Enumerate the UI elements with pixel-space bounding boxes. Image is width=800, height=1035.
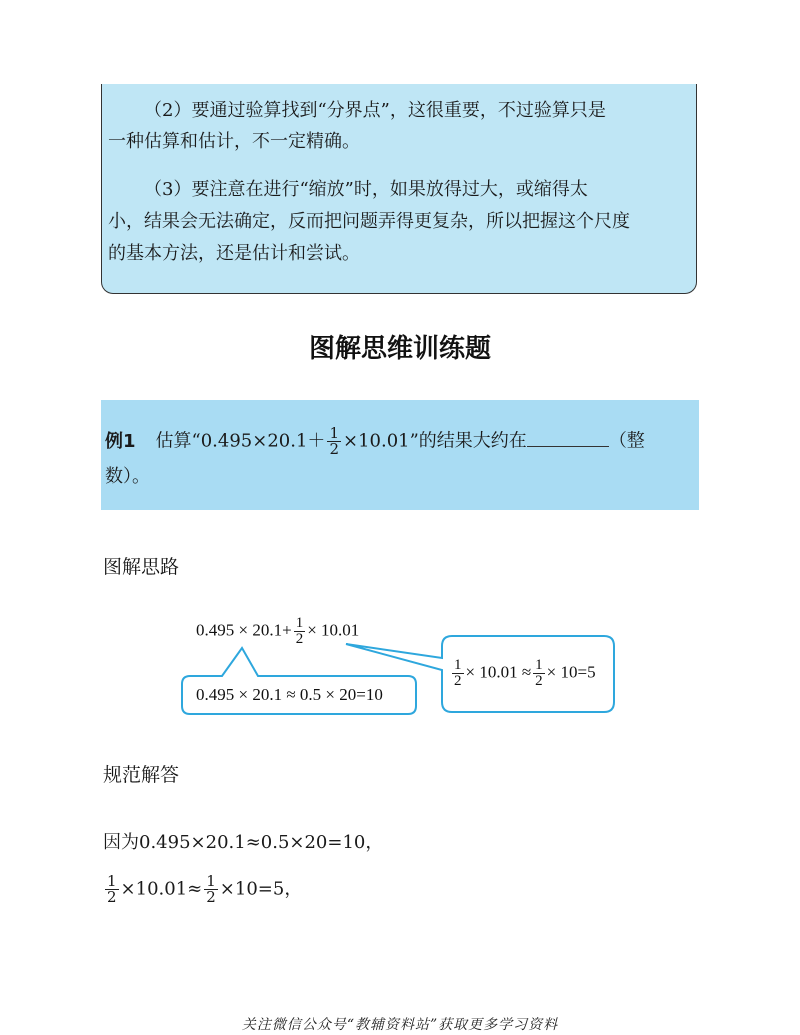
diagram-top-expression	[196, 616, 359, 647]
note-paragraph-3-line-3: 的基本方法，还是估计和尝试。	[108, 243, 360, 264]
footer-watermark: 关注微信公众号“教辅资料站”获取更多学习资料	[241, 1017, 559, 1033]
solution-fraction-1	[105, 874, 119, 905]
diagram-right-frac2-num: 1	[535, 657, 543, 673]
note-paragraph-3-line-1: （3）要注意在进行“缩放”时，如果放得过大，或缩得太	[144, 179, 588, 200]
solution-line-1: 因为0.495×20.1≈0.5×20=10，	[103, 832, 384, 853]
diagram-top-frac-num: 1	[295, 615, 304, 631]
solution-line-2	[103, 874, 302, 905]
solution-line-2-end: ×10=5，	[219, 878, 303, 900]
solution-heading: 规范解答	[103, 764, 180, 786]
section-title: 图解思维训练题	[308, 334, 491, 364]
diagram-right-frac2-den: 2	[535, 673, 543, 689]
diagram-right-box-text	[450, 658, 596, 689]
diagram-right-frac1-num: 1	[454, 657, 462, 673]
diagram-right-fraction-2	[533, 658, 545, 689]
diagram-left-box-text: 0.495 × 20.1 ≈ 0.5 × 20=10	[196, 685, 383, 704]
diagram-top-left: 0.495 × 20.1+	[196, 620, 292, 640]
diagram-top-frac-den: 2	[295, 631, 304, 647]
example-label: 例1	[105, 430, 136, 452]
diagram-right-mid: × 10.01 ≈	[465, 662, 532, 682]
note-paragraph-3-line-2: 小，结果会无法确定，反而把问题弄得更复杂，所以把握这个尺度	[108, 211, 630, 232]
note-paragraph-2-line-2: 一种估算和估计，不一定精确。	[108, 131, 360, 152]
solution-frac1-num: 1	[107, 872, 117, 890]
diagram-right-end: × 10=5	[546, 662, 596, 682]
diagram-heading: 图解思路	[103, 556, 180, 578]
solution-fraction-2	[204, 874, 218, 905]
solution-line-2-mid: ×10.01≈	[120, 878, 203, 900]
example-suffix: ×10.01”的结果大约在	[342, 430, 527, 452]
example-after-blank: （整	[608, 430, 645, 452]
diagram-right-fraction-1	[452, 658, 464, 689]
diagram-top-right: × 10.01	[307, 620, 360, 640]
solution-frac2-den: 2	[206, 888, 216, 906]
diagram-right-frac1-den: 2	[454, 673, 462, 689]
example-frac-den: 2	[329, 440, 339, 458]
example-prefix: 估算“0.495×20.1＋	[155, 430, 326, 452]
note-paragraph-2-line-1: （2）要通过验算找到“分界点”，这很重要，不过验算只是	[144, 100, 606, 121]
solution-frac2-num: 1	[206, 872, 216, 890]
example-frac-num: 1	[329, 424, 339, 442]
example-line-2: 数）。	[105, 466, 150, 487]
diagram-top-fraction	[294, 616, 306, 647]
solution-frac1-den: 2	[107, 888, 117, 906]
